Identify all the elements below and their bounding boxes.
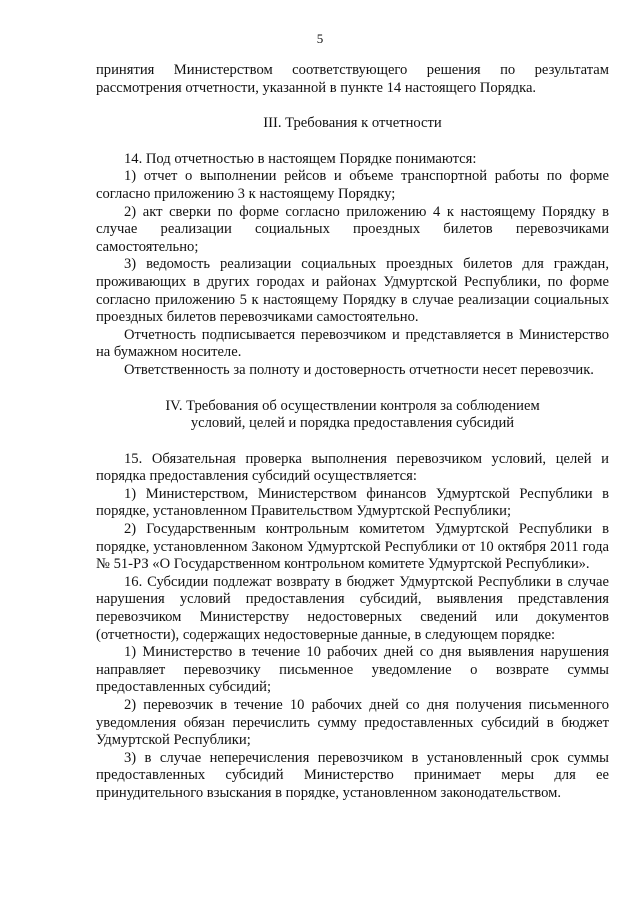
paragraph-14: 14. Под отчетностью в настоящем Порядке понимаются: bbox=[124, 150, 477, 167]
paragraph-reporting-submission: Отчетность подписывается перевозчиком и представляется в Министерство на бумажном носителе. bbox=[96, 326, 609, 361]
document-body bbox=[96, 62, 609, 803]
section-4-title-line-2: условий, целей и порядка предоставления субсидий bbox=[190, 415, 515, 432]
paragraph-15: 15. Обязательная проверка выполнения перевозчиком условий, целей и порядка предоставления субсидий осуществляется: bbox=[96, 450, 609, 485]
paragraph-15-item-2: 2) Государственным контрольным комитетом Удмуртской Республики в порядке, установленном Законом Удмуртской Республики от 10 октября 2011 года № 51-РЗ «О Государственном контрольном комитете Удмуртской Республики». bbox=[96, 521, 609, 573]
paragraph-14-item-2: 2) акт сверки по форме согласно приложению 4 к настоящему Порядку в случае реализации социальных проездных билетов перевозчиками самостоятельно; bbox=[96, 203, 609, 255]
intro-paragraph: принятия Министерством соответствующего решения по результатам рассмотрения отчетности, указанной в пункте 14 настоящего Порядка. bbox=[96, 62, 609, 96]
page-number: 5 bbox=[316, 31, 324, 46]
paragraph-16: 16. Субсидии подлежат возврату в бюджет Удмуртской Республики в случае нарушения условий предоставления субсидий, выявления представления перевозчиком Министерству недостоверных сведений или документов (отчетности), содержащих недостоверные данные, в следующем порядке: bbox=[96, 573, 609, 643]
section-4-title-line-1: IV. Требования об осуществлении контроля за соблюдением bbox=[165, 397, 540, 414]
paragraph-14-item-1: 1) отчет о выполнении рейсов и объеме транспортной работы по форме согласно приложению 3 к настоящему Порядку; bbox=[96, 168, 609, 202]
paragraph-15-item-1: 1) Министерством, Министерством финансов Удмуртской Республики в порядке, установленном Правительством Удмуртской Республики; bbox=[96, 485, 609, 520]
section-4-title bbox=[96, 398, 609, 433]
paragraph-16-item-2: 2) перевозчик в течение 10 рабочих дней со дня получения письменного уведомления обязан перечислить сумму предоставленных субсидий в бюджет Удмуртской Республики; bbox=[96, 697, 609, 749]
paragraph-14-item-3: 3) ведомость реализации социальных проездных билетов для граждан, проживающих в других городах и районах Удмуртской Республики, по форме согласно приложению 5 к настоящему Порядку в случае реализации социальных проездных билетов перевозчиками самостоятельно. bbox=[96, 256, 609, 326]
section-3-title: III. Требования к отчетности bbox=[263, 115, 442, 132]
paragraph-reporting-responsibility: Ответственность за полноту и достоверность отчетности несет перевозчик. bbox=[124, 361, 594, 378]
paragraph-16-item-3: 3) в случае неперечисления перевозчиком в установленный срок суммы предоставленных субсидий Министерство принимает меры для ее принудительного взыскания в порядке, установленном законодательством. bbox=[96, 749, 609, 801]
paragraph-16-item-1: 1) Министерство в течение 10 рабочих дней со дня выявления нарушения направляет перевозчику письменное уведомление о возврате суммы предоставленных субсидий; bbox=[96, 644, 609, 696]
